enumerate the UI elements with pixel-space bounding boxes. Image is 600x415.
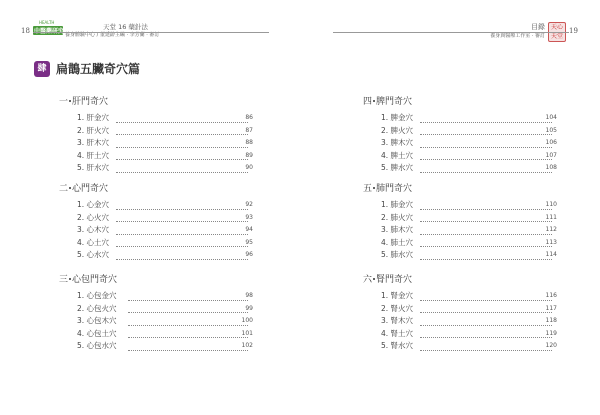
- toc-entry-page: 116: [545, 292, 557, 299]
- dot-leader: [116, 234, 248, 235]
- toc-section: [363, 274, 563, 353]
- dot-leader: [420, 350, 552, 351]
- toc-entry[interactable]: [59, 328, 259, 341]
- dot-leader: [116, 209, 248, 210]
- toc-entry-page: 99: [245, 304, 253, 312]
- toc-entry-label: 3. 脾木穴: [381, 138, 414, 148]
- toc-entry-label: 1. 心金穴: [77, 200, 110, 209]
- toc-entry-label: 4. 腎土穴: [381, 328, 414, 338]
- toc-entry[interactable]: [363, 340, 563, 353]
- section-heading: [363, 274, 563, 286]
- toc-entry[interactable]: [59, 137, 259, 150]
- section-category: 目錄: [531, 23, 545, 31]
- dot-leader: [116, 172, 248, 173]
- section-number: 二: [59, 184, 69, 194]
- dot-leader: [420, 325, 552, 326]
- dot-leader: [128, 300, 248, 301]
- toc-section: [59, 96, 259, 175]
- left-running-header: [33, 21, 263, 41]
- dot-leader: [420, 209, 552, 210]
- dot-leader: [420, 312, 552, 313]
- toc-entry-page: 90: [245, 164, 253, 172]
- toc-entry[interactable]: [363, 328, 563, 341]
- chapter-title: 扁鵲五臟奇穴篇: [56, 62, 141, 76]
- toc-entry-page: 105: [545, 126, 557, 134]
- dot-leader: [116, 122, 248, 123]
- logo-tagline: HEALTH: [39, 20, 55, 25]
- section-title: 心門奇穴: [72, 184, 109, 194]
- toc-entry-page: 120: [545, 342, 557, 350]
- toc-section: [59, 183, 259, 262]
- section-number: 三: [59, 275, 69, 285]
- toc-entry-page: 89: [245, 151, 253, 159]
- toc-entry-label: 5. 心水穴: [77, 250, 110, 260]
- dot-leader: [420, 300, 552, 301]
- section-number: 一: [59, 97, 69, 107]
- left-publisher-line: 養身體驗中心 / 董延齡主編 · 李芳蘭 · 審訂: [65, 32, 160, 38]
- dot-leader: [116, 159, 248, 160]
- toc-entry-label: 1. 心包金穴: [77, 291, 117, 300]
- toc-entry[interactable]: [363, 112, 563, 125]
- toc-entry[interactable]: [363, 303, 563, 316]
- toc-entry-label: 5. 肺水穴: [381, 250, 414, 260]
- toc-entry[interactable]: [59, 199, 259, 212]
- toc-entry[interactable]: [59, 340, 259, 353]
- dot-leader: [420, 221, 552, 222]
- toc-entry[interactable]: [363, 249, 563, 262]
- toc-entry-label: 3. 腎木穴: [381, 316, 414, 326]
- toc-entry-label: 5. 心包水穴: [77, 341, 117, 351]
- toc-entry-page: 102: [241, 342, 253, 350]
- toc-entry-page: 88: [245, 139, 253, 147]
- toc-entry[interactable]: [363, 137, 563, 150]
- toc-entry-page: 119: [545, 329, 557, 337]
- toc-section: [363, 96, 563, 175]
- toc-entry[interactable]: [363, 237, 563, 250]
- toc-entry[interactable]: [59, 303, 259, 316]
- section-title: 肝門奇穴: [72, 97, 109, 107]
- toc-entry-label: 4. 心包土穴: [77, 328, 117, 338]
- section-number: 五: [363, 184, 373, 194]
- book-title: 天堂 16 藥針法: [103, 23, 148, 31]
- dot-leader: [128, 337, 248, 338]
- toc-entry-page: 108: [545, 164, 557, 172]
- section-title: 腎門奇穴: [376, 275, 413, 285]
- toc-entry[interactable]: [59, 162, 259, 175]
- toc-entry[interactable]: [59, 125, 259, 138]
- toc-entry[interactable]: [59, 237, 259, 250]
- right-header-rule: [333, 32, 569, 33]
- toc-entry[interactable]: [59, 290, 259, 303]
- toc-entry-page: 98: [245, 292, 253, 299]
- right-publisher-line: 養身與醫療工作室 · 審訂: [490, 33, 545, 39]
- toc-entry[interactable]: [363, 315, 563, 328]
- toc-entry-page: 111: [545, 213, 557, 221]
- toc-entry-page: 107: [545, 151, 557, 159]
- toc-entry-label: 5. 腎水穴: [381, 341, 414, 351]
- dot-leader: [420, 337, 552, 338]
- toc-entry-page: 112: [545, 226, 557, 234]
- section-title: 肺門奇穴: [376, 184, 413, 194]
- toc-entry-page: 110: [545, 201, 557, 208]
- toc-entry[interactable]: [59, 224, 259, 237]
- section-heading: [59, 96, 259, 108]
- toc-entry[interactable]: [59, 212, 259, 225]
- toc-entry-label: 2. 肺火穴: [381, 212, 414, 222]
- toc-entry[interactable]: [363, 212, 563, 225]
- dot-leader: [420, 234, 552, 235]
- dot-leader: [420, 246, 552, 247]
- toc-entry-page: 93: [245, 213, 253, 221]
- right-page-number: 19: [569, 27, 578, 35]
- section-title: 心包門奇穴: [72, 275, 118, 285]
- toc-entry[interactable]: [363, 290, 563, 303]
- dot-leader: [116, 246, 248, 247]
- toc-entry-page: 117: [545, 304, 557, 312]
- section-number: 六: [363, 275, 373, 285]
- dot-leader: [420, 147, 552, 148]
- section-title: 脾門奇穴: [376, 97, 413, 107]
- toc-entry[interactable]: [363, 125, 563, 138]
- toc-entry-label: 4. 脾土穴: [381, 150, 414, 160]
- toc-entry-page: 114: [545, 251, 557, 259]
- toc-entry[interactable]: [59, 112, 259, 125]
- dot-leader: [420, 122, 552, 123]
- toc-entry-page: 113: [545, 238, 557, 246]
- toc-entry-label: 1. 腎金穴: [381, 291, 414, 300]
- dot-leader: [128, 350, 248, 351]
- toc-entry-page: 104: [545, 114, 557, 121]
- toc-entry-page: 87: [245, 126, 253, 134]
- section-number: 四: [363, 97, 373, 107]
- toc-entry[interactable]: [59, 150, 259, 163]
- toc-entry-label: 5. 脾水穴: [381, 163, 414, 173]
- left-page-number: 18: [21, 27, 30, 35]
- toc-entry[interactable]: [363, 199, 563, 212]
- toc-entry[interactable]: [363, 162, 563, 175]
- dot-leader: [128, 325, 248, 326]
- chapter-badge: 肆: [34, 61, 50, 77]
- dot-leader: [420, 259, 552, 260]
- red-seal-stamp: 天心 天堂: [548, 22, 566, 42]
- section-heading: [59, 183, 259, 195]
- toc-section: [363, 183, 563, 262]
- toc-entry-label: 1. 肝金穴: [77, 113, 110, 122]
- toc-entry[interactable]: [363, 150, 563, 163]
- toc-entry-page: 106: [545, 139, 557, 147]
- toc-entry-label: 2. 心包火穴: [77, 303, 117, 313]
- toc-entry-label: 1. 脾金穴: [381, 113, 414, 122]
- toc-entry-label: 1. 肺金穴: [381, 200, 414, 209]
- section-heading: [363, 96, 563, 108]
- section-heading: [59, 274, 259, 286]
- toc-entry-label: 3. 心包木穴: [77, 316, 117, 326]
- toc-entry-label: 3. 肺木穴: [381, 225, 414, 235]
- toc-entry-label: 2. 腎火穴: [381, 303, 414, 313]
- dot-leader: [128, 312, 248, 313]
- dot-leader: [420, 172, 552, 173]
- toc-entry-page: 100: [241, 317, 253, 325]
- dot-leader: [116, 147, 248, 148]
- dot-leader: [116, 221, 248, 222]
- toc-entry-label: 3. 肝木穴: [77, 138, 110, 148]
- toc-entry-page: 92: [245, 201, 253, 208]
- section-heading: [363, 183, 563, 195]
- toc-entry-page: 95: [245, 238, 253, 246]
- dot-leader: [420, 134, 552, 135]
- toc-entry-label: 5. 肝水穴: [77, 163, 110, 173]
- toc-entry-label: 4. 肝土穴: [77, 150, 110, 160]
- toc-entry-page: 94: [245, 226, 253, 234]
- toc-entry-label: 2. 脾火穴: [381, 125, 414, 135]
- toc-entry-page: 118: [545, 317, 557, 325]
- left-header-rule: [33, 32, 269, 33]
- toc-entry-label: 2. 肝火穴: [77, 125, 110, 135]
- toc-entry-label: 4. 心土穴: [77, 237, 110, 247]
- toc-entry[interactable]: [59, 315, 259, 328]
- toc-entry-label: 2. 心火穴: [77, 212, 110, 222]
- dot-leader: [420, 159, 552, 160]
- toc-section: [59, 274, 259, 353]
- toc-entry[interactable]: [363, 224, 563, 237]
- dot-leader: [116, 259, 248, 260]
- toc-entry-page: 96: [245, 251, 253, 259]
- toc-entry[interactable]: [59, 249, 259, 262]
- toc-entry-page: 86: [245, 114, 253, 121]
- logo-brand: 中醫藥研究中心: [34, 28, 77, 35]
- toc-entry-label: 3. 心木穴: [77, 225, 110, 235]
- toc-entry-label: 4. 肺土穴: [381, 237, 414, 247]
- toc-entry-page: 101: [241, 329, 253, 337]
- dot-leader: [116, 134, 248, 135]
